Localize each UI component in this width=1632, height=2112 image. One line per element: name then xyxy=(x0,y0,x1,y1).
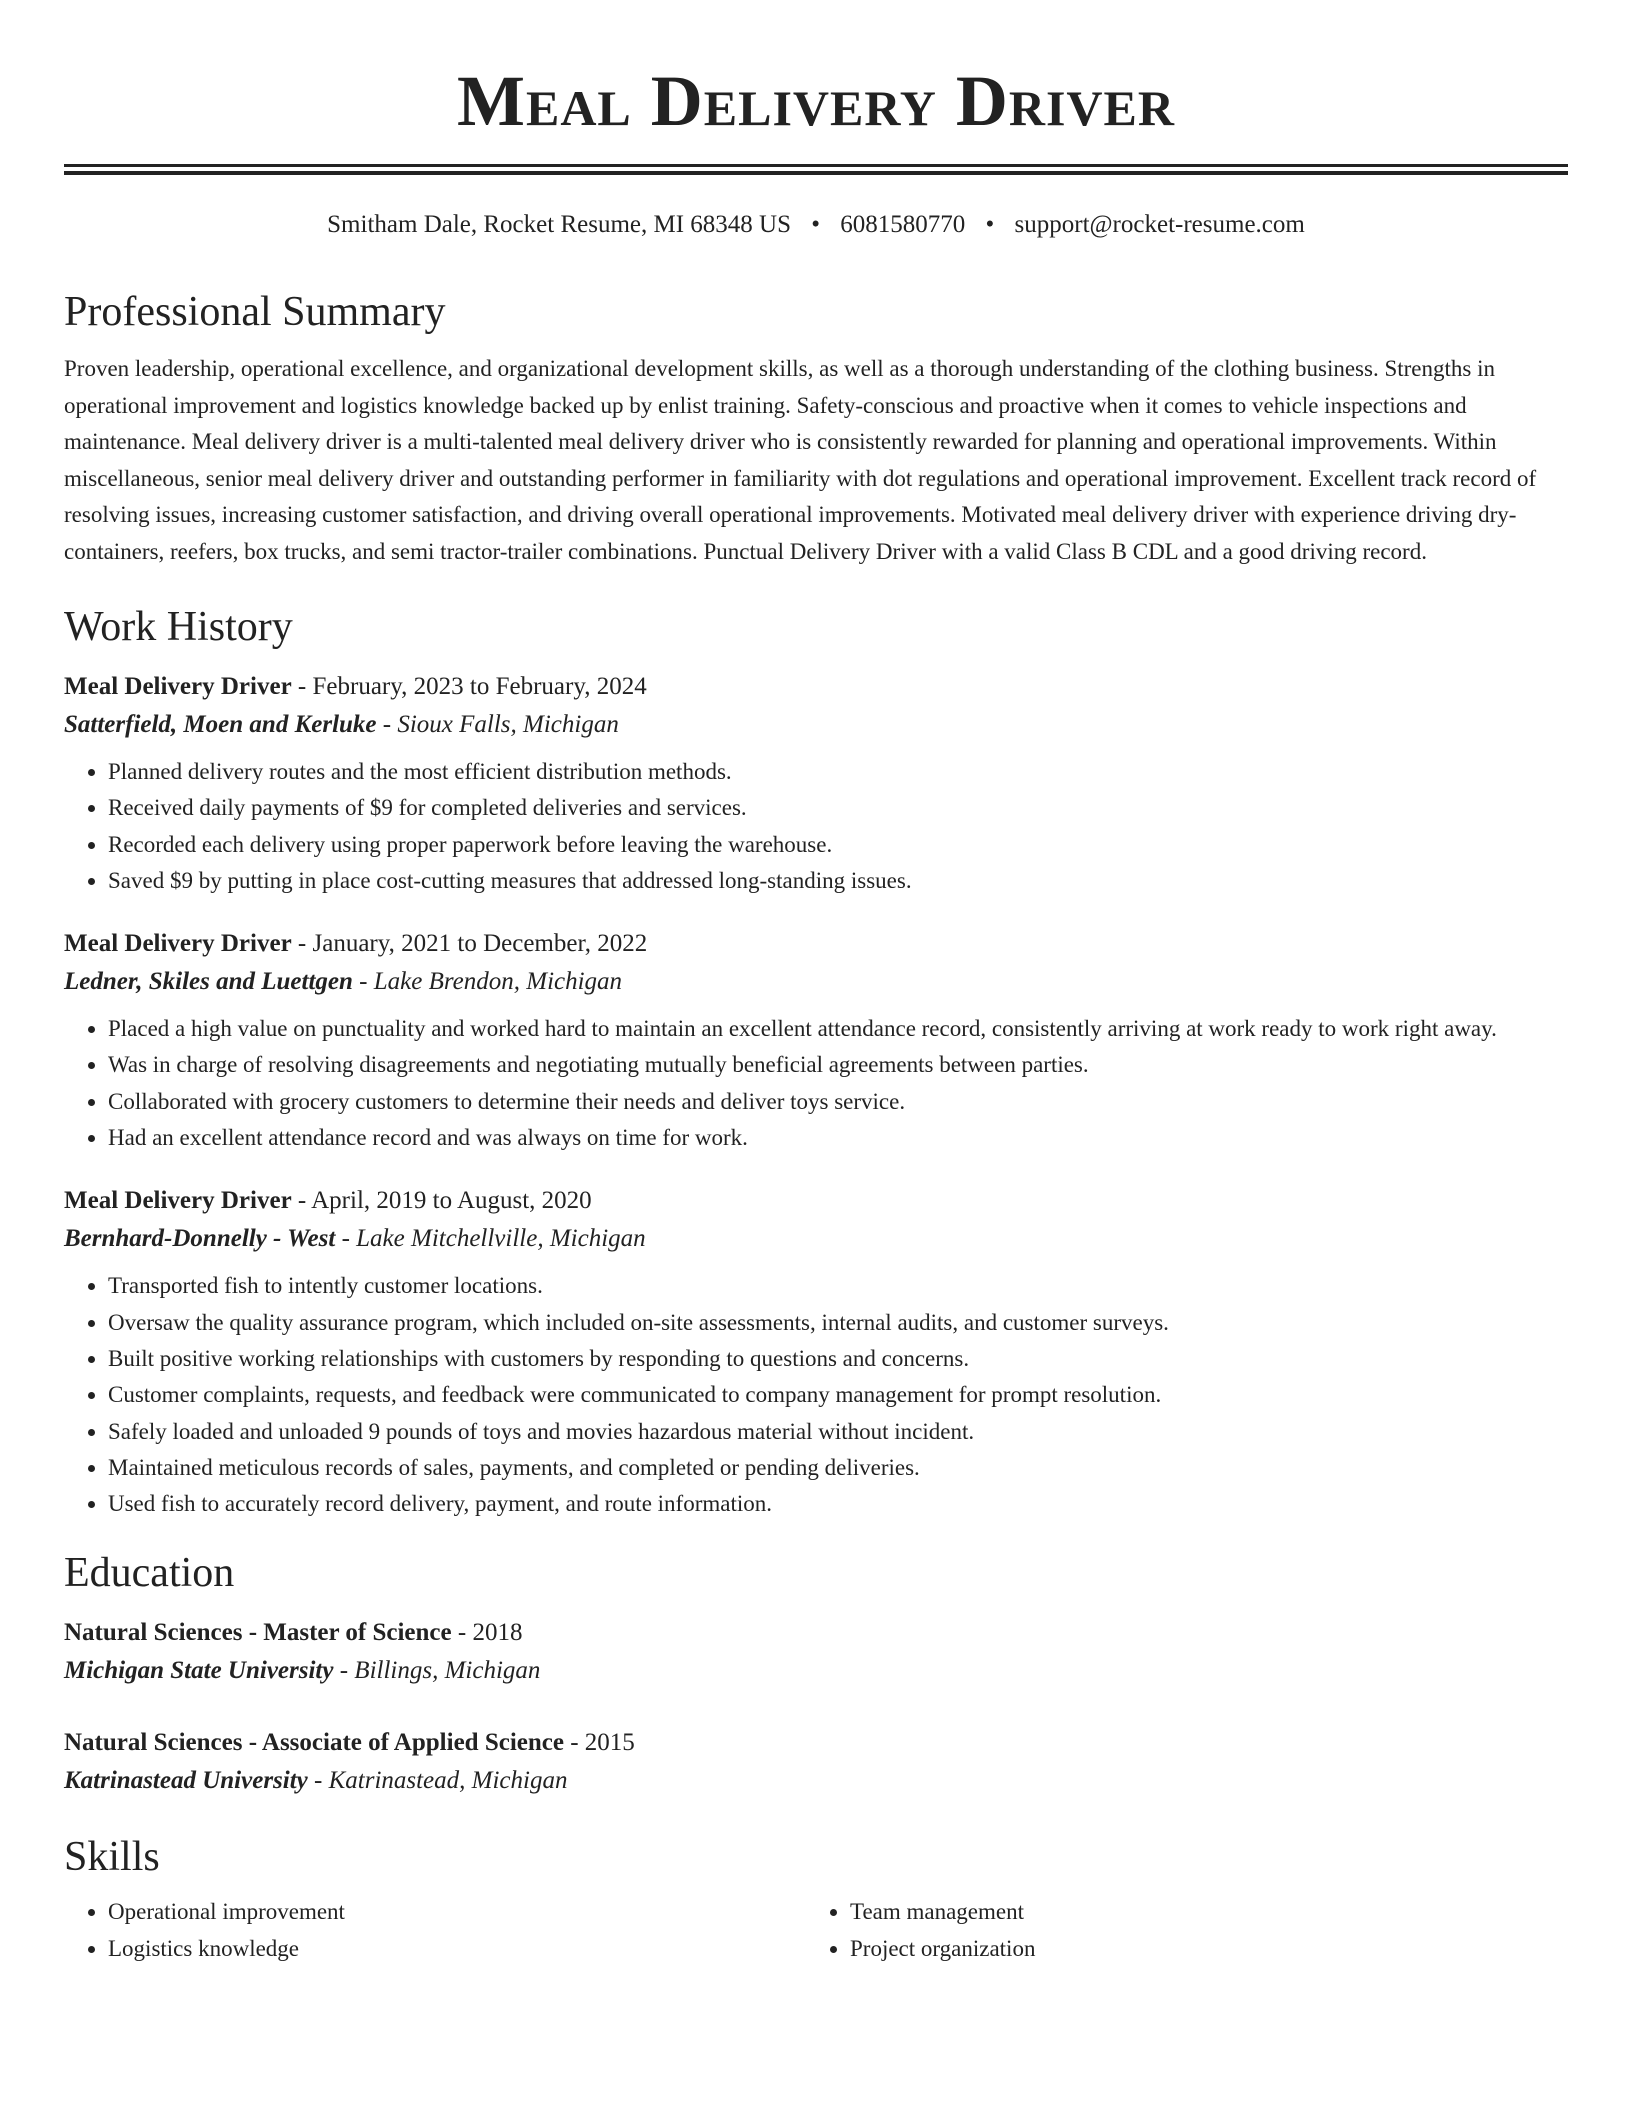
contact-address: Smitham Dale, Rocket Resume, MI 68348 US xyxy=(327,211,791,238)
education-entry xyxy=(64,1724,1568,1800)
list-item: • Customer complaints, requests, and feedback were communicated to company management for prompt resolution. xyxy=(108,1377,1568,1413)
job-employer: Ledner, Skiles and Luettgen xyxy=(64,968,353,996)
resume-title: Meal Delivery Driver xyxy=(457,61,1175,141)
job-employer-line xyxy=(64,963,1568,1001)
job-location: - Sioux Falls, Michigan xyxy=(376,711,619,738)
list-item: • Safely loaded and unloaded 9 pounds of toys and movies hazardous material without incident. xyxy=(108,1414,1568,1450)
job-title-line xyxy=(64,925,1568,963)
contact-separator: • xyxy=(811,211,821,238)
job-location: - Lake Mitchellville, Michigan xyxy=(335,1225,646,1253)
job-bullets xyxy=(64,1011,1568,1156)
job-entry xyxy=(64,668,1568,899)
list-item: • Operational improvement xyxy=(108,1894,806,1930)
job-title-line xyxy=(64,1182,1568,1220)
education-year: - 2015 xyxy=(563,1729,635,1757)
job-title-line xyxy=(64,668,1568,706)
education-school-line xyxy=(64,1762,1568,1800)
job-dates: - April, 2019 to August, 2020 xyxy=(291,1187,592,1215)
education-location: - Billings, Michigan xyxy=(333,1657,541,1685)
list-item: • Had an excellent attendance record and was always on time for work. xyxy=(108,1120,1568,1156)
list-item: • Planned delivery routes and the most efficient distribution methods. xyxy=(108,754,1568,790)
education-year: - 2018 xyxy=(451,1619,523,1647)
education-entry xyxy=(64,1614,1568,1690)
job-position: Meal Delivery Driver xyxy=(64,930,292,958)
job-bullets xyxy=(64,754,1568,899)
job-dates: - January, 2021 to December, 2022 xyxy=(291,930,648,958)
job-location: - Lake Brendon, Michigan xyxy=(352,968,623,996)
education-degree-line xyxy=(64,1724,1568,1762)
summary-text: Proven leadership, operational excellence, and organizational development skills, as well as a thorough understanding of the clothing business. Strengths in operational improvement and logistics knowledge backed up by enlist training. Safety-conscious and proactive when it comes to vehicle inspections and maintenance. Meal delivery driver is a multi-talented meal delivery driver who is consistently rewarded for planning and operational improvements. Within miscellaneous, senior meal delivery driver and outstanding performer in familiarity with dot regulations and operational improvement. Excellent track record of resolving issues, increasing customer satisfaction, and driving overall operational improvements. Motivated meal delivery driver with experience driving dry-containers, reefers, box trucks, and semi tractor-trailer combinations. Punctual Delivery Driver with a valid Class B CDL and a good driving record. xyxy=(64,356,1537,564)
skills-heading: Skills xyxy=(64,1834,160,1881)
education-degree: Natural Sciences - Master of Science xyxy=(64,1619,452,1647)
job-employer: Bernhard-Donnelly - West xyxy=(64,1225,336,1253)
contact-separator: • xyxy=(985,211,995,238)
education-school: Katrinastead University xyxy=(64,1767,308,1795)
list-item: • Project organization xyxy=(850,1931,1548,1967)
job-entry xyxy=(64,925,1568,1156)
education-location: - Katrinastead, Michigan xyxy=(307,1767,568,1795)
skills-list xyxy=(64,1894,1568,1967)
education-degree: Natural Sciences - Associate of Applied Science xyxy=(64,1729,564,1757)
list-item: • Team management xyxy=(850,1894,1548,1930)
education-school: Michigan State University xyxy=(64,1657,334,1685)
job-position: Meal Delivery Driver xyxy=(64,1187,292,1215)
work-history-heading: Work History xyxy=(64,604,293,650)
summary-heading: Professional Summary xyxy=(64,289,446,335)
list-item: • Built positive working relationships with customers by responding to questions and concerns. xyxy=(108,1341,1568,1377)
list-item: • Transported fish to intently customer locations. xyxy=(108,1268,1568,1304)
list-item: • Collaborated with grocery customers to determine their needs and deliver toys service. xyxy=(108,1084,1568,1120)
list-item: • Maintained meticulous records of sales, payments, and completed or pending deliveries. xyxy=(108,1450,1568,1486)
skills-column-left xyxy=(64,1894,806,1967)
list-item: • Was in charge of resolving disagreements and negotiating mutually beneficial agreements between parties. xyxy=(108,1047,1568,1083)
list-item: • Placed a high value on punctuality and worked hard to maintain an excellent attendance record, consistently arriving at work ready to work right away. xyxy=(108,1011,1568,1047)
list-item: • Received daily payments of $9 for completed deliveries and services. xyxy=(108,790,1568,826)
education-heading: Education xyxy=(64,1550,235,1597)
contact-phone: 6081580770 xyxy=(840,211,966,238)
job-employer: Satterfield, Moen and Kerluke xyxy=(64,711,377,738)
contact-line xyxy=(64,209,1568,241)
list-item: • Used fish to accurately record delivery, payment, and route information. xyxy=(108,1486,1568,1522)
job-dates: - February, 2023 to February, 2024 xyxy=(291,673,647,700)
job-bullets xyxy=(64,1268,1568,1522)
education-school-line xyxy=(64,1652,1568,1690)
job-entry xyxy=(64,1182,1568,1522)
job-employer-line xyxy=(64,1220,1568,1258)
list-item: • Logistics knowledge xyxy=(108,1931,806,1967)
skills-column-right xyxy=(806,1894,1548,1967)
contact-email: support@rocket-resume.com xyxy=(1014,211,1305,238)
header-divider xyxy=(64,164,1568,175)
education-degree-line xyxy=(64,1614,1568,1652)
list-item: • Oversaw the quality assurance program, which included on-site assessments, internal audits, and customer surveys. xyxy=(108,1305,1568,1341)
job-position: Meal Delivery Driver xyxy=(64,673,292,700)
list-item: • Recorded each delivery using proper paperwork before leaving the warehouse. xyxy=(108,827,1568,863)
job-employer-line xyxy=(64,706,1568,744)
list-item: • Saved $9 by putting in place cost-cutting measures that addressed long-standing issues. xyxy=(108,863,1568,899)
